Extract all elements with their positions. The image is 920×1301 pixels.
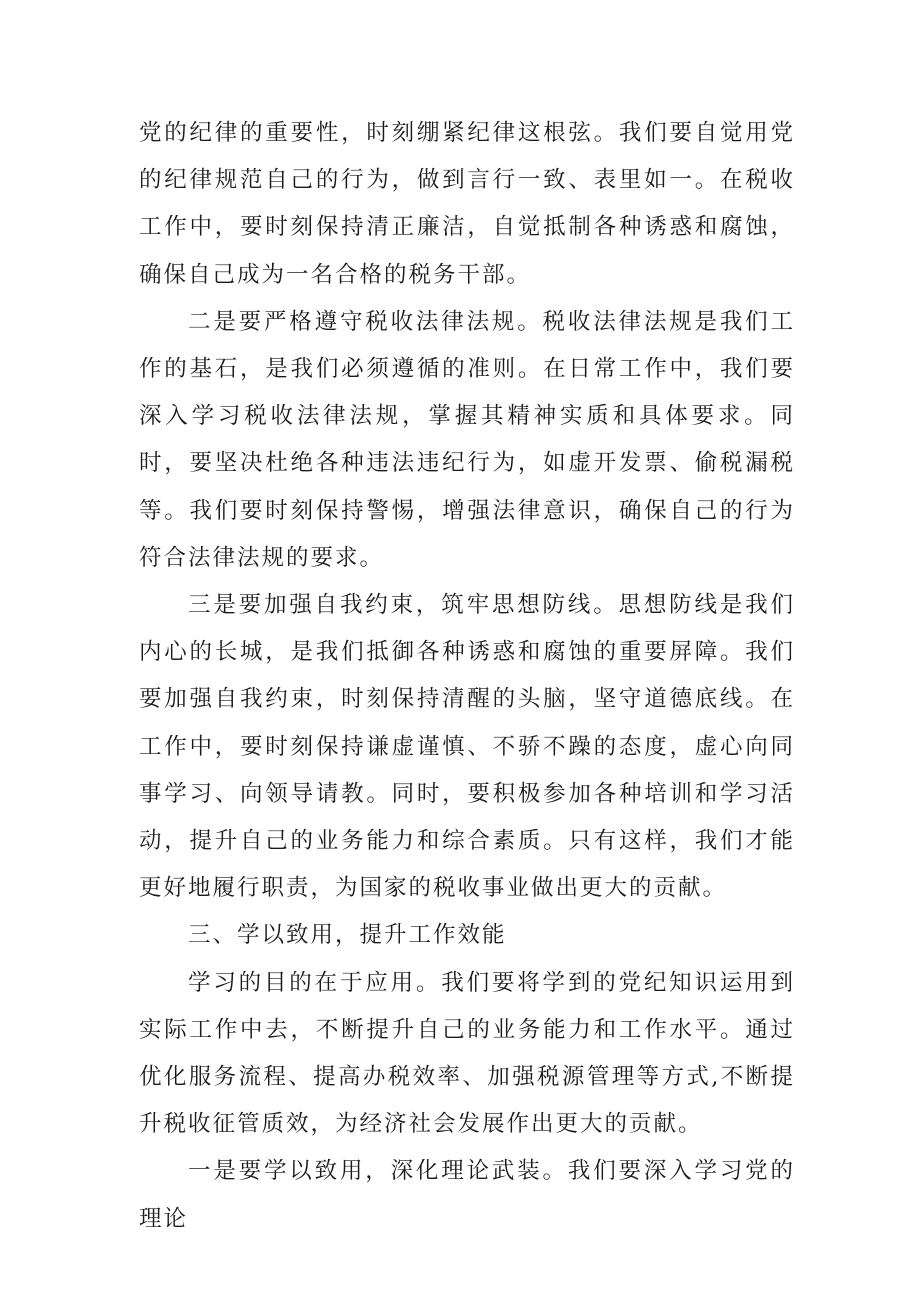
paragraph-theory-study: 一是要学以致用，深化理论武装。我们要深入学习党的理论	[139, 1158, 795, 1232]
paragraph-tax-law-compliance: 二是要严格遵守税收法律法规。税收法律法规是我们工作的基石，是我们必须遵循的准则。在日常工作中，我们要深入学习税收法律法规，掌握其精神实质和具体要求。同时，要坚决杜绝各种违法违纪行为，如虚开发票、偷税漏税等。我们要时刻保持警惕，增强法律意识，确保自己的行为符合法律法规的要求。	[139, 308, 795, 571]
document-body	[139, 110, 795, 1243]
paragraph-purpose-of-learning: 学习的目的在于应用。我们要将学到的党纪知识运用到实际工作中去，不断提升自己的业务能力和工作水平。通过优化服务流程、提高办税效率、加强税源管理等方式,不断提升税收征管质效，为经济社会发展作出更大的贡献。	[139, 969, 795, 1138]
section-heading-apply-learning: 三、学以致用，提升工作效能	[188, 922, 507, 949]
paragraph-self-discipline: 三是要加强自我约束，筑牢思想防线。思想防线是我们内心的长城，是我们抵御各种诱惑和腐蚀的重要屏障。我们要加强自我约束，时刻保持清醒的头脑，坚守道德底线。在工作中，要时刻保持谦虚谨慎、不骄不躁的态度，虚心向同事学习、向领导请教。同时，要积极参加各种培训和学习活动，提升自己的业务能力和综合素质。只有这样，我们才能更好地履行职责，为国家的税收事业做出更大的贡献。	[139, 592, 795, 902]
paragraph-discipline-importance: 党的纪律的重要性，时刻绷紧纪律这根弦。我们要自觉用党的纪律规范自己的行为，做到言行一致、表里如一。在税收工作中，要时刻保持清正廉洁，自觉抵制各种诱惑和腐蚀，确保自己成为一名合格的税务干部。	[139, 120, 795, 288]
